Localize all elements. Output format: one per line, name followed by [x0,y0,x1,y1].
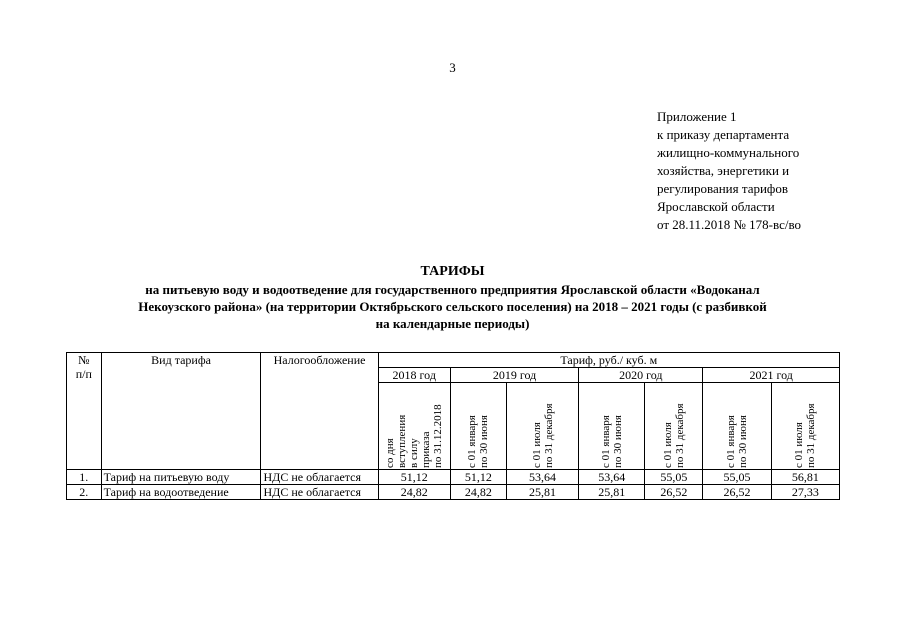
header-period [645,383,703,470]
tariff-value: 51,12 [450,470,506,485]
header-period [378,383,450,470]
row-type: Тариф на водоотведение [101,485,261,500]
header-period [579,383,645,470]
table-row [67,485,840,500]
title-main: ТАРИФЫ [420,264,485,279]
page-number: 3 [449,60,456,75]
row-tax: НДС не облагается [261,470,378,485]
table-row [67,470,840,485]
tariff-table [66,352,840,500]
appendix-line: Ярославской области [657,199,775,214]
row-tax: НДС не облагается [261,485,378,500]
header-period-text: с 01 июля по 31 декабря [661,403,686,468]
row-num: 1. [67,470,102,485]
header-tax: Налогообложение [261,353,378,470]
tariff-value: 25,81 [579,485,645,500]
title-line: на питьевую воду и водоотведение для государственного предприятия Ярославской области «Водоканал [145,282,760,297]
appendix-line: от 28.11.2018 № 178-вс/во [657,217,802,232]
header-period-text: с 01 января по 30 июня [466,415,491,468]
header-tariff: Тариф, руб./ куб. м [378,353,839,368]
tariff-value: 55,05 [645,470,703,485]
header-period-text: с 01 января по 30 июня [599,415,624,468]
title-line: на календарные периоды) [375,316,530,331]
tariff-value: 25,81 [506,485,578,500]
header-period-text: со дня вступления в силу приказа по 31.12.2018 [384,404,445,468]
header-period-text: с 01 января по 30 июня [725,415,750,468]
tariff-value: 24,82 [450,485,506,500]
header-period [506,383,578,470]
header-period [450,383,506,470]
header-year: 2018 год [378,368,450,383]
tariff-value: 27,33 [771,485,839,500]
appendix-line: хозяйства, энергетики и [657,163,790,178]
appendix-block [657,108,801,234]
header-num: № п/п [67,353,102,470]
appendix-line: регулирования тарифов [657,181,788,196]
document-title [60,263,845,332]
appendix-line: к приказу департамента [657,127,790,142]
header-period [771,383,839,470]
header-period-text: с 01 июля по 31 декабря [530,403,555,468]
appendix-line: жилищно-коммунального [657,145,800,160]
tariff-value: 51,12 [378,470,450,485]
header-year: 2019 год [450,368,578,383]
header-period-text: с 01 июля по 31 декабря [793,403,818,468]
tariff-value: 55,05 [703,470,771,485]
header-type: Вид тарифа [101,353,261,470]
tariff-value: 24,82 [378,485,450,500]
tariff-value: 26,52 [645,485,703,500]
header-period [703,383,771,470]
tariff-value: 26,52 [703,485,771,500]
appendix-line: Приложение 1 [657,109,737,124]
header-year: 2020 год [579,368,703,383]
tariff-value: 56,81 [771,470,839,485]
header-year: 2021 год [703,368,840,383]
tariff-value: 53,64 [506,470,578,485]
row-type: Тариф на питьевую воду [101,470,261,485]
title-line: Некоузского района» (на территории Октябрьского сельского поселения) на 2018 – 2021 годы (с разбивкой [138,299,767,314]
row-num: 2. [67,485,102,500]
tariff-value: 53,64 [579,470,645,485]
